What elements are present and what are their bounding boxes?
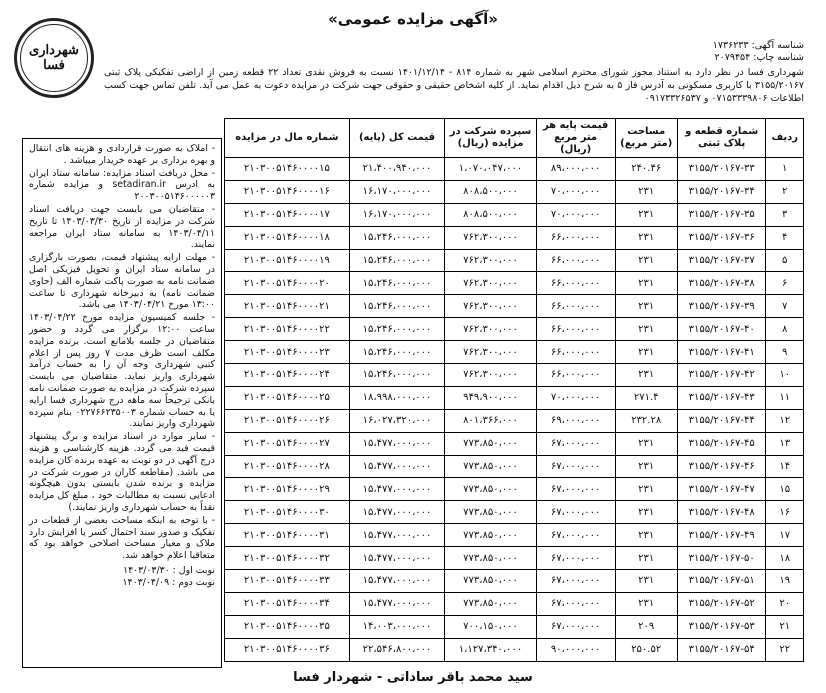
table-cell: ۶۷،۰۰۰،۰۰۰ (536, 615, 615, 638)
condition-item: - جلسه کمیسیون مزایده مورخ ۱۴۰۳/۰۴/۲۲ ساعت ۱۲:۰۰ برگزار می گردد و حضور متقاضیان در جلسه بلامانع است. برنده مزایده مکلف است ظرف مدت ۷ روز پس از اعلام کتبی شهرداری وجه آن را به حساب درآمد شهرداری واریز نماید. متقاضیان می بایست سپرده شرکت در مزایده به صورت ضمانت نامه بانکی ترجیحاً سه ماهه درج شهرداری فسا ارایه یا به حساب شماره ۰۲۲۷۶۶۲۳۵۰۰۳ بنام سپرده شهرداری واریز نمایند. (29, 312, 215, 430)
intro-paragraph: شهرداری فسا در نظر دارد به استناد مجوز شورای محترم اسلامی شهر به شماره ۸۱۴ - ۱۴۰۱/۱۲/۱۴ نسبت به فروش نقدی تعداد ۲۲ قطعه زمین از اراضی تفکیکی پلاک ثبتی ۳۱۵۵/۲۰۱۶۷ با کاربری مسکونی به آدرس فاز ۵ به شرح ذیل اقدام نماید. از کلیه اشخاص حقیقی و حقوقی جهت شرکت در مزایده دعوت به عمل می آید. تلفن تماس جهت کسب اطلاعات ۰۷۱۵۳۳۳۹۸۰۶ و ۰۹۱۷۳۳۲۶۵۳۷ (104, 67, 804, 104)
conditions-list (29, 143, 215, 562)
table-cell: ۲۱۰۳۰۰۵۱۴۶۰۰۰۰۳۴ (225, 592, 350, 615)
table-row (225, 547, 804, 570)
table-cell: ۱۳ (766, 432, 804, 455)
table-row (225, 158, 804, 181)
table-cell: ۳۱۵۵/۲۰۱۶۷-۴۲ (677, 364, 766, 387)
table-cell: ۱۶،۰۲۷،۳۲۰،۰۰۰ (349, 409, 445, 432)
table-row (225, 615, 804, 638)
table-cell: ۱۵،۲۴۶،۰۰۰،۰۰۰ (349, 295, 445, 318)
table-row (225, 180, 804, 203)
auction-table (224, 118, 804, 662)
notice-meta (713, 40, 804, 64)
table-cell: ۲۱۰۳۰۰۵۱۴۶۰۰۰۰۱۷ (225, 203, 350, 226)
table-cell: ۴ (766, 226, 804, 249)
table-cell: ۱۵،۴۷۷،۰۰۰،۰۰۰ (349, 501, 445, 524)
table-row (225, 524, 804, 547)
table-cell: ۷۷۳،۸۵۰،۰۰۰ (445, 547, 536, 570)
logo-text: شهرداری فسا (20, 24, 88, 92)
table-cell: ۶۷،۰۰۰،۰۰۰ (536, 432, 615, 455)
table-cell: ۷۶۲،۳۰۰،۰۰۰ (445, 341, 536, 364)
table-row (225, 570, 804, 593)
table-cell: ۱۵،۴۷۷،۰۰۰،۰۰۰ (349, 547, 445, 570)
table-cell: ۶۶،۰۰۰،۰۰۰ (536, 364, 615, 387)
table-cell: ۳۱۵۵/۲۰۱۶۷-۳۷ (677, 249, 766, 272)
column-header: شماره قطعه و پلاک ثبتی (677, 119, 766, 158)
table-cell: ۲۱۰۳۰۰۵۱۴۶۰۰۰۰۲۶ (225, 409, 350, 432)
table-row (225, 592, 804, 615)
table-cell: ۳۱۵۵/۲۰۱۶۷-۴۹ (677, 524, 766, 547)
column-header: مساحت (متر مربع) (615, 119, 677, 158)
table-cell: ۷۷۳،۸۵۰،۰۰۰ (445, 592, 536, 615)
table-cell: ۶۶،۰۰۰،۰۰۰ (536, 249, 615, 272)
table-row (225, 318, 804, 341)
table-row (225, 638, 804, 661)
table-cell: ۳۱۵۵/۲۰۱۶۷-۵۲ (677, 592, 766, 615)
table-cell: ۱۵،۴۷۷،۰۰۰،۰۰۰ (349, 478, 445, 501)
table-cell: ۱۵،۴۷۷،۰۰۰،۰۰۰ (349, 432, 445, 455)
table-cell: ۲۳۱ (615, 226, 677, 249)
table-cell: ۳۱۵۵/۲۰۱۶۷-۳۸ (677, 272, 766, 295)
table-row (225, 386, 804, 409)
municipality-logo (14, 18, 94, 98)
table-cell: ۱۵،۲۴۶،۰۰۰،۰۰۰ (349, 249, 445, 272)
table-cell: ۳۱۵۵/۲۰۱۶۷-۴۱ (677, 341, 766, 364)
table-cell: ۳۱۵۵/۲۰۱۶۷-۴۶ (677, 455, 766, 478)
table-cell: ۶۷،۰۰۰،۰۰۰ (536, 455, 615, 478)
table-row (225, 272, 804, 295)
table-cell: ۷۷۳،۸۵۰،۰۰۰ (445, 455, 536, 478)
conditions-box (22, 138, 222, 668)
second-publish-date: نوبت دوم : ۱۴۰۳/۰۴/۰۹ (122, 576, 215, 588)
table-cell: ۲۳۱ (615, 478, 677, 501)
table-cell: ۶۶،۰۰۰،۰۰۰ (536, 226, 615, 249)
condition-item: - مهلت ارایه پیشنهاد قیمت، بصورت بارگزاری در سامانه ستاد ایران و تحویل فیزیکی اصل ضمانت نامه به صورت پاکت شماره الف (حاوی ضمانت نامه) به دبیرخانه شهرداری تا ساعت ۱۳:۰۰ مورخ ۱۴۰۳/۰۴/۲۱ می باشد. (29, 252, 215, 311)
table-cell: ۶۷،۰۰۰،۰۰۰ (536, 501, 615, 524)
table-cell: ۷۶۲،۳۰۰،۰۰۰ (445, 364, 536, 387)
table-cell: ۱۴،۰۰۳،۰۰۰،۰۰۰ (349, 615, 445, 638)
table-cell: ۲۱۰۳۰۰۵۱۴۶۰۰۰۰۲۹ (225, 478, 350, 501)
table-cell: ۲۲ (766, 638, 804, 661)
table-cell: ۷۷۳،۸۵۰،۰۰۰ (445, 524, 536, 547)
table-cell: ۷۷۳،۸۵۰،۰۰۰ (445, 570, 536, 593)
table-cell: ۲۵۰.۵۲ (615, 638, 677, 661)
signature-line: سید محمد باقر ساداتی - شهردار فسا (293, 670, 533, 685)
table-cell: ۲۳۱ (615, 180, 677, 203)
table-row (225, 501, 804, 524)
table-cell: ۱۵ (766, 478, 804, 501)
table-cell: ۲۳۱ (615, 203, 677, 226)
table-row (225, 364, 804, 387)
table-cell: ۷۶۲،۳۰۰،۰۰۰ (445, 249, 536, 272)
table-cell: ۵ (766, 249, 804, 272)
table-cell: ۳۱۵۵/۲۰۱۶۷-۴۰ (677, 318, 766, 341)
table-cell: ۱۵،۴۷۷،۰۰۰،۰۰۰ (349, 570, 445, 593)
table-cell: ۲۳۱ (615, 455, 677, 478)
table-cell: ۲۳۱ (615, 318, 677, 341)
table-cell: ۷۶۲،۳۰۰،۰۰۰ (445, 295, 536, 318)
table-row (225, 295, 804, 318)
table-cell: ۱۶ (766, 501, 804, 524)
table-cell: ۸ (766, 318, 804, 341)
table-cell: ۲۳۱ (615, 501, 677, 524)
table-cell: ۱۹ (766, 570, 804, 593)
table-cell: ۲۳۱ (615, 341, 677, 364)
table-cell: ۷۷۳،۸۵۰،۰۰۰ (445, 478, 536, 501)
table-cell: ۳۱۵۵/۲۰۱۶۷-۵۴ (677, 638, 766, 661)
table-cell: ۲۱۰۳۰۰۵۱۴۶۰۰۰۰۲۷ (225, 432, 350, 455)
table-cell: ۱،۱۲۷،۳۴۰،۰۰۰ (445, 638, 536, 661)
table-cell: ۷ (766, 295, 804, 318)
table-cell: ۲۳۱ (615, 295, 677, 318)
table-cell: ۲۳۱ (615, 524, 677, 547)
table-cell: ۸۰۸،۵۰۰،۰۰۰ (445, 203, 536, 226)
table-cell: ۲۱۰۳۰۰۵۱۴۶۰۰۰۰۲۰ (225, 272, 350, 295)
publish-dates (29, 565, 215, 589)
table-cell: ۹۰،۰۰۰،۰۰۰ (536, 638, 615, 661)
condition-item: - محل دریافت اسناد مزایده: سامانه ستاد ایران به ادرس setadiran.ir و مزایده شماره ۲۰۰۳۰۰۵۱۴۶۰۰۰۰۰۳ (29, 167, 215, 203)
table-cell: ۲۱۰۳۰۰۵۱۴۶۰۰۰۰۱۵ (225, 158, 350, 181)
table-cell: ۲۳۱ (615, 592, 677, 615)
first-publish-date: نوبت اول : ۱۴۰۳/۰۳/۳۰ (123, 564, 215, 576)
table-cell: ۶۶،۰۰۰،۰۰۰ (536, 341, 615, 364)
table-cell: ۲۳۱ (615, 570, 677, 593)
table-cell: ۱،۰۷۰،۰۴۷،۰۰۰ (445, 158, 536, 181)
table-cell: ۱۵،۲۴۶،۰۰۰،۰۰۰ (349, 341, 445, 364)
table-cell: ۶۶،۰۰۰،۰۰۰ (536, 318, 615, 341)
table-cell: ۱۴ (766, 455, 804, 478)
table-cell: ۲۱۰۳۰۰۵۱۴۶۰۰۰۰۱۶ (225, 180, 350, 203)
table-cell: ۲۱۰۳۰۰۵۱۴۶۰۰۰۰۲۳ (225, 341, 350, 364)
table-header-row (225, 119, 804, 158)
table-cell: ۲۱۰۳۰۰۵۱۴۶۰۰۰۰۱۸ (225, 226, 350, 249)
table-cell: ۷۶۲،۳۰۰،۰۰۰ (445, 318, 536, 341)
column-header: سپرده شرکت در مزایده (ریال) (445, 119, 536, 158)
table-cell: ۱۵،۲۴۶،۰۰۰،۰۰۰ (349, 364, 445, 387)
table-cell: ۷۰،۰۰۰،۰۰۰ (536, 203, 615, 226)
table-cell: ۲۷۱.۴ (615, 386, 677, 409)
table-cell: ۳۱۵۵/۲۰۱۶۷-۴۷ (677, 478, 766, 501)
table-cell: ۶۷،۰۰۰،۰۰۰ (536, 547, 615, 570)
table-cell: ۸۰۱،۳۶۶،۰۰۰ (445, 409, 536, 432)
column-header: قیمت کل (پایه) (349, 119, 445, 158)
table-cell: ۷۷۳،۸۵۰،۰۰۰ (445, 432, 536, 455)
table-cell: ۷۰،۰۰۰،۰۰۰ (536, 386, 615, 409)
table-cell: ۲ (766, 180, 804, 203)
table-cell: ۲۰ (766, 592, 804, 615)
table-cell: ۲۱۰۳۰۰۵۱۴۶۰۰۰۰۱۹ (225, 249, 350, 272)
table-cell: ۱۷ (766, 524, 804, 547)
table-cell: ۳۱۵۵/۲۰۱۶۷-۴۵ (677, 432, 766, 455)
table-cell: ۳۱۵۵/۲۰۱۶۷-۳۴ (677, 180, 766, 203)
table-cell: ۲۱۰۳۰۰۵۱۴۶۰۰۰۰۲۸ (225, 455, 350, 478)
condition-item: - با توجه به اینکه مساحت بعضی از قطعات در تفکیک و صدور سند احتمال کسر یا افزایش دارد ملاک و معیار مساحت اصلاحی خواهد بود که متعاقبا اعلام خواهد شد. (29, 514, 215, 562)
table-cell: ۹۴۹،۹۰۰،۰۰۰ (445, 386, 536, 409)
column-header: ردیف (766, 119, 804, 158)
table-cell: ۸۰۸،۵۰۰،۰۰۰ (445, 180, 536, 203)
notice-title: «آگهی مزایده عمومی» (328, 10, 498, 28)
table-cell: ۲۳۱ (615, 272, 677, 295)
table-cell: ۳۱۵۵/۲۰۱۶۷-۳۶ (677, 226, 766, 249)
table-cell: ۲۱ (766, 615, 804, 638)
table-cell: ۱ (766, 158, 804, 181)
table-cell: ۶۶،۰۰۰،۰۰۰ (536, 272, 615, 295)
table-cell: ۶۷،۰۰۰،۰۰۰ (536, 592, 615, 615)
table-cell: ۳۱۵۵/۲۰۱۶۷-۵۱ (677, 570, 766, 593)
table-cell: ۱۶،۱۷۰،۰۰۰،۰۰۰ (349, 203, 445, 226)
table-cell: ۳۱۵۵/۲۰۱۶۷-۳۵ (677, 203, 766, 226)
table-cell: ۱۵،۴۷۷،۰۰۰،۰۰۰ (349, 592, 445, 615)
condition-item: - متقاضیان می بایست جهت دریافت اسناد شرکت در مزایده از تاریخ ۱۴۰۳/۰۳/۳۰ تا تاریخ ۱۴۰۳/۰۴/۱۱ به سامانه ستاد ایران مراجعه نمایند. (29, 203, 215, 251)
table-cell: ۳۱۵۵/۲۰۱۶۷-۵۳ (677, 615, 766, 638)
table-cell: ۲۳۱ (615, 547, 677, 570)
table-cell: ۷۰،۰۰۰،۰۰۰ (536, 180, 615, 203)
table-cell: ۲۱،۴۰۰،۹۴۰،۰۰۰ (349, 158, 445, 181)
table-cell: ۳۱۵۵/۲۰۱۶۷-۵۰ (677, 547, 766, 570)
table-cell: ۷۰۰،۱۵۰،۰۰۰ (445, 615, 536, 638)
table-cell: ۱۲ (766, 409, 804, 432)
table-cell: ۲۰۹ (615, 615, 677, 638)
table-cell: ۲۱۰۳۰۰۵۱۴۶۰۰۰۰۳۳ (225, 570, 350, 593)
table-body (225, 158, 804, 662)
table-cell: ۲۳۲.۲۸ (615, 409, 677, 432)
table-cell: ۲۱۰۳۰۰۵۱۴۶۰۰۰۰۳۶ (225, 638, 350, 661)
table-cell: ۲۱۰۳۰۰۵۱۴۶۰۰۰۰۳۱ (225, 524, 350, 547)
table-cell: ۱۱ (766, 386, 804, 409)
table-cell: ۶۷،۰۰۰،۰۰۰ (536, 478, 615, 501)
table-cell: ۲۳۱ (615, 364, 677, 387)
table-cell: ۳ (766, 203, 804, 226)
table-cell: ۳۱۵۵/۲۰۱۶۷-۳۹ (677, 295, 766, 318)
table-cell: ۱۵،۲۴۶،۰۰۰،۰۰۰ (349, 226, 445, 249)
table-cell: ۲۱۰۳۰۰۵۱۴۶۰۰۰۰۲۱ (225, 295, 350, 318)
table-cell: ۱۵،۲۴۶،۰۰۰،۰۰۰ (349, 272, 445, 295)
table-cell: ۲۱۰۳۰۰۵۱۴۶۰۰۰۰۳۲ (225, 547, 350, 570)
table-cell: ۶۷،۰۰۰،۰۰۰ (536, 524, 615, 547)
condition-item: - املاک به صورت قراردادی و هزینه های انتقال و بهره برداری بر عهده خریدار میباشد . (29, 143, 215, 166)
table-cell: ۱۸ (766, 547, 804, 570)
table-row (225, 226, 804, 249)
table-cell: ۲۲،۵۴۶،۸۰۰،۰۰۰ (349, 638, 445, 661)
table-cell: ۱۰ (766, 364, 804, 387)
table-cell: ۷۶۲،۳۰۰،۰۰۰ (445, 272, 536, 295)
table-cell: ۷۷۳،۸۵۰،۰۰۰ (445, 501, 536, 524)
table-cell: ۲۱۰۳۰۰۵۱۴۶۰۰۰۰۲۴ (225, 364, 350, 387)
table-cell: ۶۶،۰۰۰،۰۰۰ (536, 295, 615, 318)
table-cell: ۱۶،۱۷۰،۰۰۰،۰۰۰ (349, 180, 445, 203)
table-cell: ۱۸،۹۹۸،۰۰۰،۰۰۰ (349, 386, 445, 409)
table-cell: ۲۳۱ (615, 249, 677, 272)
column-header: شماره مال در مزایده (225, 119, 350, 158)
column-header: قیمت پایه هر متر مربع (ریال) (536, 119, 615, 158)
table-cell: ۸۹،۰۰۰،۰۰۰ (536, 158, 615, 181)
table-row (225, 249, 804, 272)
table-row (225, 203, 804, 226)
table-cell: ۱۵،۴۷۷،۰۰۰،۰۰۰ (349, 524, 445, 547)
table-cell: ۳۱۵۵/۲۰۱۶۷-۴۴ (677, 409, 766, 432)
table-cell: ۹ (766, 341, 804, 364)
table-cell: ۲۱۰۳۰۰۵۱۴۶۰۰۰۰۳۰ (225, 501, 350, 524)
table-row (225, 478, 804, 501)
table-row (225, 341, 804, 364)
condition-item: - سایر موارد در اسناد مزایده و برگ پیشنهاد قیمت قید می گردد. هزینه کارشناسی و هزینه درج آگهی در دو نوبت به عهده برنده کان مزایده می باشد. (مقاطعه کاران در صورت شرکت در مزایده و برنده شدن بایستی بدون هیچگونه ادعایی نسبت به مطالبات خود ، مبلغ کل مزایده نقداً به حساب شهرداری واریز نمایند.) (29, 431, 215, 513)
table-cell: ۷۶۲،۳۰۰،۰۰۰ (445, 226, 536, 249)
table-row (225, 409, 804, 432)
table-cell: ۳۱۵۵/۲۰۱۶۷-۴۳ (677, 386, 766, 409)
table-cell: ۳۱۵۵/۲۰۱۶۷-۴۸ (677, 501, 766, 524)
print-id: شناسه چاپ: ۲۰۷۹۴۵۴ (714, 52, 804, 63)
table-cell: ۲۳۱ (615, 432, 677, 455)
table-cell: ۲۴۰.۴۶ (615, 158, 677, 181)
table-row (225, 455, 804, 478)
table-cell: ۲۱۰۳۰۰۵۱۴۶۰۰۰۰۲۲ (225, 318, 350, 341)
table-cell: ۲۱۰۳۰۰۵۱۴۶۰۰۰۰۳۵ (225, 615, 350, 638)
table-row (225, 432, 804, 455)
table-cell: ۱۵،۴۷۷،۰۰۰،۰۰۰ (349, 455, 445, 478)
table-cell: ۲۱۰۳۰۰۵۱۴۶۰۰۰۰۲۵ (225, 386, 350, 409)
table-cell: ۶۹،۰۰۰،۰۰۰ (536, 409, 615, 432)
table-cell: ۶ (766, 272, 804, 295)
table-cell: ۶۷،۰۰۰،۰۰۰ (536, 570, 615, 593)
table-cell: ۱۵،۲۴۶،۰۰۰،۰۰۰ (349, 318, 445, 341)
table-cell: ۳۱۵۵/۲۰۱۶۷-۳۳ (677, 158, 766, 181)
ad-id: شناسه آگهی: ۱۷۳۶۲۳۳ (712, 40, 804, 51)
